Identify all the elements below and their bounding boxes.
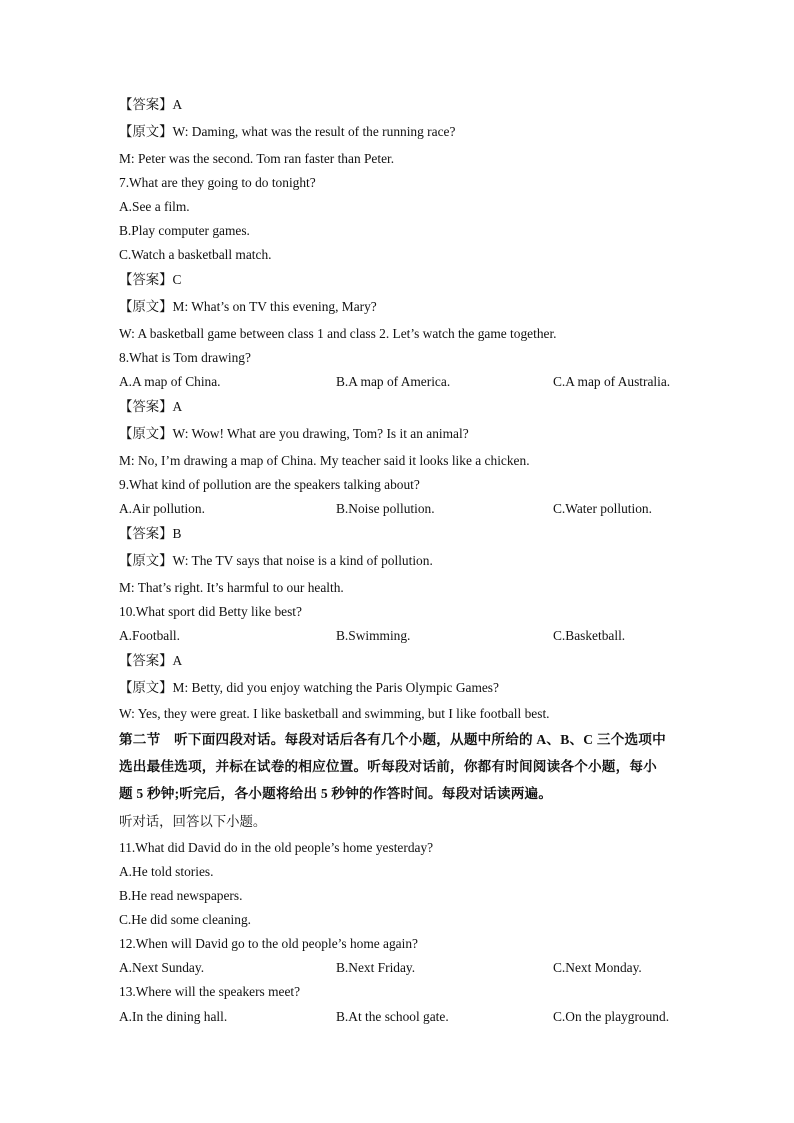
text-line: 【原文】M: What’s on TV this evening, Mary? bbox=[119, 299, 377, 314]
text-line: 【原文】W: Wow! What are you drawing, Tom? Is it an animal? bbox=[119, 426, 469, 441]
text-line: M: That’s right. It’s harmful to our health. bbox=[119, 580, 344, 595]
option-c: C.Next Monday. bbox=[553, 960, 642, 975]
text-line: 【原文】W: The TV says that noise is a kind of pollution. bbox=[119, 553, 433, 568]
text-line: C.He did some cleaning. bbox=[119, 912, 252, 927]
text-line: A.He told stories. bbox=[119, 864, 214, 879]
instruction-line: 听对话，回答以下小题。 bbox=[119, 814, 267, 829]
option-c: C.Water pollution. bbox=[553, 501, 652, 516]
option-c: C.Basketball. bbox=[553, 628, 626, 643]
text-line: W: Yes, they were great. I like basketball and swimming, but I like football best. bbox=[119, 706, 550, 721]
text-line: 7.What are they going to do tonight? bbox=[119, 175, 316, 190]
text-line: W: A basketball game between class 1 and class 2. Let’s watch the game together. bbox=[119, 326, 557, 341]
text-line: 11.What did David do in the old people’s home yesterday? bbox=[119, 840, 434, 855]
option-c: C.A map of Australia. bbox=[553, 374, 671, 389]
option-b: B.Swimming. bbox=[336, 628, 411, 643]
text-line: 8.What is Tom drawing? bbox=[119, 350, 251, 365]
text-line: 【答案】C bbox=[119, 272, 182, 287]
text-line: 13.Where will the speakers meet? bbox=[119, 984, 301, 999]
text-line: M: Peter was the second. Tom ran faster than Peter. bbox=[119, 151, 395, 166]
text-line: B.Play computer games. bbox=[119, 223, 250, 238]
option-b: B.A map of America. bbox=[336, 374, 451, 389]
text-line: 10.What sport did Betty like best? bbox=[119, 604, 302, 619]
section-heading-line: 第二节 听下面四段对话。每段对话后各有几个小题，从题中所给的 A、B、C 三个选项中 bbox=[119, 732, 666, 747]
text-line: A.See a film. bbox=[119, 199, 190, 214]
section-heading-line: 选出最佳选项，并标在试卷的相应位置。听每段对话前，你都有时间阅读各个小题，每小 bbox=[119, 759, 657, 774]
section-heading-line: 题 5 秒钟;听完后，各小题将给出 5 秒钟的作答时间。每段对话读两遍。 bbox=[119, 786, 553, 801]
text-line: B.He read newspapers. bbox=[119, 888, 243, 903]
text-line: M: No, I’m drawing a map of China. My teacher said it looks like a chicken. bbox=[119, 453, 530, 468]
option-b: B.Noise pollution. bbox=[336, 501, 435, 516]
text-line: 【原文】M: Betty, did you enjoy watching the Paris Olympic Games? bbox=[119, 680, 499, 695]
option-b: B.Next Friday. bbox=[336, 960, 416, 975]
text-line: 【原文】W: Daming, what was the result of the running race? bbox=[119, 124, 456, 139]
option-b: B.At the school gate. bbox=[336, 1009, 449, 1024]
text-line: 【答案】A bbox=[119, 653, 183, 668]
text-line: 9.What kind of pollution are the speakers talking about? bbox=[119, 477, 420, 492]
text-line: 【答案】A bbox=[119, 97, 183, 112]
text-line: 【答案】B bbox=[119, 526, 182, 541]
option-a: A.Football. bbox=[119, 628, 181, 643]
option-a: A.A map of China. bbox=[119, 374, 221, 389]
option-c: C.On the playground. bbox=[553, 1009, 670, 1024]
option-a: A.In the dining hall. bbox=[119, 1009, 228, 1024]
option-a: A.Next Sunday. bbox=[119, 960, 205, 975]
option-a: A.Air pollution. bbox=[119, 501, 205, 516]
text-line: 【答案】A bbox=[119, 399, 183, 414]
text-line: C.Watch a basketball match. bbox=[119, 247, 272, 262]
text-line: 12.When will David go to the old people’s home again? bbox=[119, 936, 418, 951]
